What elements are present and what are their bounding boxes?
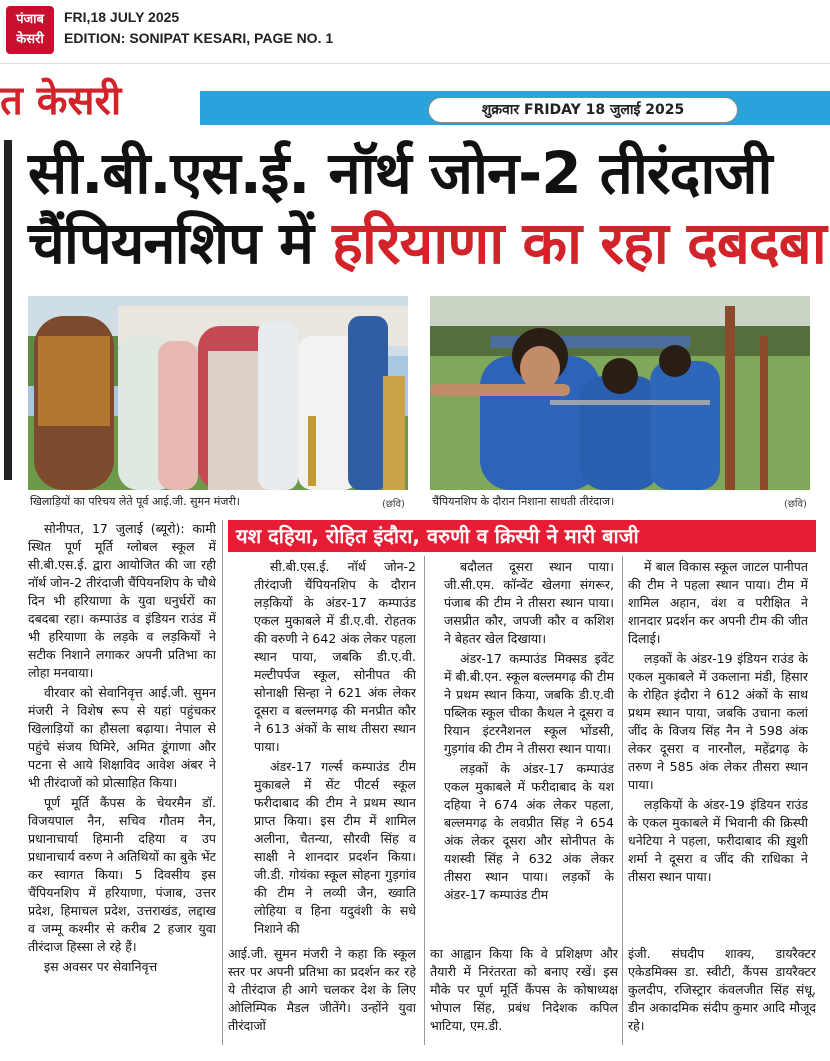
article-column-3: [444, 558, 614, 938]
photo-officials-with-archers[interactable]: [28, 296, 408, 490]
left-margin-rule: [4, 140, 12, 480]
epaper-header: [0, 0, 830, 64]
paragraph: अंडर-17 गर्ल्स कम्पाउंड टीम मुकाबले में सेंट पीटर्स स्कूल फरीदाबाद की टीम ने प्रथम स्थान प्राप्त किया। इस टीम में शामिल अलीना, चैतन्या, सौरवी सिंह व साक्षी ने शानदार प्रदर्शन किया। जी.डी. गोयंका स्कूल सोहना गुड़गांव की टीम ने लव्यी जैन, ख्वाति लोहिया व हिना यदुवंशी के सधे निशाने की: [254, 759, 416, 936]
column-rule: [622, 556, 623, 1045]
masthead-brand: त केसरी: [0, 75, 200, 127]
article-column-4: [628, 558, 808, 938]
punjab-kesari-logo[interactable]: पंजाब केसरी: [6, 6, 54, 54]
article-column-1: [28, 520, 216, 1045]
headline-line-1: सी.बी.एस.ई. नॉर्थ जोन-2 तीरंदाजी: [28, 139, 772, 207]
masthead-band: [0, 75, 830, 127]
paragraph: में बाल विकास स्कूल जाटल पानीपत की टीम ने पहला स्थान पाया। टीम में शामिल अहान, वंश व परीक्षित ने शानदार प्रदर्शन कर अपनी टीम की जीत दिलाई।: [628, 559, 808, 646]
photo1-caption: खिलाड़ियों का परिचय लेते पूर्व आई.जी. सुमन मंजरी।: [30, 495, 240, 508]
article-bottom-3: का आह्वान किया कि वे प्रशिक्षण और तैयारी में निरंतरता को बनाए रखें। इस मौके पर पूर्ण मूर्ति कैंपस के कोषाध्यक्ष भोपाल सिंह, प्रबंध निदेशक कपिल भाटिया, एम.डी.: [430, 946, 618, 1033]
photo-archers-aiming[interactable]: [430, 296, 810, 490]
photo2-credit: (छवि): [784, 499, 807, 510]
headline-line-2-black: चैंपियनशिप में: [28, 209, 333, 277]
subheadline: यश दहिया, रोहित इंदौरा, वरुणी व क्रिस्पी ने मारी बाजी: [228, 520, 816, 552]
edition-info: EDITION: SONIPAT KESARI, PAGE NO. 1: [64, 30, 334, 46]
article-column-2: [254, 558, 416, 938]
paragraph: लड़कियों के अंडर-19 इंडियन राउंड के एकल मुकाबले में भिवानी की क्रिस्पी धनेटिया ने पहला, फरीदाबाद की ख़ुशी शर्मा ने दूसरा व जींद की राधिका ने तीसरा स्थान पाया।: [628, 797, 808, 884]
edition-date: FRI,18 JULY 2025: [64, 9, 180, 25]
article-bottom-2: आई.जी. सुमन मंजरी ने कहा कि स्कूल स्तर पर अपनी प्रतिभा का प्रदर्शन कर रहे ये तीरंदाज ही आगे चलकर देश के लिए ओलिम्पिक मैडल जीतेंगे। उन्होंने युवा तीरंदाजों: [228, 946, 416, 1033]
headline: [28, 138, 826, 278]
paragraph: इस अवसर पर सेवानिवृत्त: [44, 959, 158, 974]
paragraph: लड़कों के अंडर-17 कम्पाउंड एकल मुकाबले में फरीदाबाद के यश दहिया ने 674 अंक लेकर पहला, बल्लमगढ़ के लवप्रीत सिंह ने 654 अंक लेकर दूसरा और सोनीपत के यशस्वी सिंह ने 632 अंक लेकर तीसरा स्थान पाया। लड़कों के अंडर-17 कम्पाउंड टीम: [444, 761, 614, 902]
column-rule: [424, 556, 425, 1045]
paragraph: लड़कों के अंडर-19 इंडियन राउंड के एकल मुकाबले में उकलाना मंडी, हिसार के रोहित इंदौरा ने 612 अंकों के साथ प्रथम स्थान पाया, जबकि उचाना कलां जींद के विजय सिंह नैन ने 598 अंक लेकर दूसरा व नारनौल, महेंद्रगढ़ के तरुण ने 585 अंक लेकर तीसरा स्थान पाया।: [628, 651, 808, 792]
headline-line-2: [28, 208, 826, 278]
paragraph: अंडर-17 कम्पाउंड मिक्सड इवेंट में बी.बी.एन. स्कूल बल्लमगढ़ की टीम ने प्रथम स्थान किया, जबकि डी.ए.वी पब्लिक स्कूल चीका कैथल ने दूसरा व रियान इंटरनैशनल स्कूल भोंडसी, गुड़गांव की टीम ने तीसरा स्थान पाया।: [444, 651, 614, 756]
masthead-date: शुक्रवार FRIDAY 18 जुलाई 2025: [428, 97, 738, 123]
photo2-caption: चैंपियनशिप के दौरान निशाना साधती तीरंदाज।: [432, 495, 615, 508]
article-bottom-4: इंजी. संघदीप शाक्य, डायरैक्टर एकेडमिक्स डा. स्वीटी, कैंपस डायरैक्टर कुलदीप, रजिस्ट्रार कंवलजीत सिंह संधू, डीन अकादमिक संदीप कुमार आदि मौजूद रहे।: [628, 946, 816, 1033]
paragraph: सी.बी.एस.ई. नॉर्थ जोन-2 तीरंदाजी चैंपियनशिप के दौरान लड़कियों के अंडर-17 कम्पाउंड एकल मुकाबले में डी.ए.वी. रोहतक की वरुणी ने 642 अंक लेकर पहला स्थान पाया, जबकि डी.ए.वी. मल्टीपर्पज स्कूल, सोनीपत की सोनाक्षी सिन्हा ने 621 अंक लेकर दूसरा व बल्लमगढ़ की मनप्रीत कौर ने 613 अंकों के साथ तीसरा स्थान पाया।: [254, 559, 416, 754]
photo1-credit: (छवि): [382, 499, 405, 510]
next-headline-strip: [0, 1048, 830, 1061]
paragraph: बदौलत दूसरा स्थान पाया। जी.सी.एम. कॉन्वेंट खेलगा संगरूर, पंजाब की टीम ने तीसरा स्थान पाया। जसप्रीत कौर, जपजी कौर व कशिश ने बेहतर खेल दिखाया।: [444, 559, 614, 646]
column-rule: [222, 520, 223, 1045]
paragraph: पूर्ण मूर्ति कैंपस के चेयरमैन डॉ. विजयपाल नैन, सचिव गौतम नैन, प्रधानाचार्या हिमानी दहिया व उप प्रधानाचार्य वरुण ने अतिथियों का बुके भेंट कर स्वागत किया। 5 दिवसीय इस चैंपियनशिप में हरियाणा, पंजाब, उत्तर प्रदेश, हिमाचल प्रदेश, उत्तराखंड, लद्दाख व जम्मू कश्मीर से करीब 2 हजार युवा तीरंदाज हिस्सा ले रहे हैं।: [28, 795, 216, 954]
paragraph: सोनीपत, 17 जुलाई (ब्यूरो): कामी स्थित पूर्ण मूर्ति ग्लोबल स्कूल में सी.बी.एस.ई. द्वारा आयोजित की जा रही नॉर्थ जोन-2 तीरंदाजी चैंपियनशिप के चौथे दिन भी हरियाणा के युवा धनुर्धरों का दबदबा रहा। कम्पाउंड व इंडियन राउंड में भी हरियाणा के लड़के व लड़कियों ने सटीक निशाने लगाकर अपनी प्रतिभा का लोहा मनवाया।: [28, 521, 216, 680]
paragraph: वीरवार को सेवानिवृत्त आई.जी. सुमन मंजरी ने विशेष रूप से यहां पहुंचकर खिलाड़ियों का हौसला बढ़ाया। नेपाल से पहुंचे संजय घिमिरे, अमित डूंगाणा और पटना से आये शिक्षाविद आवेश अंबर ने भी तीरंदाजों को प्रोत्साहित किया।: [28, 685, 216, 790]
headline-line-2-red: हरियाणा का रहा दबदबा: [332, 209, 826, 277]
